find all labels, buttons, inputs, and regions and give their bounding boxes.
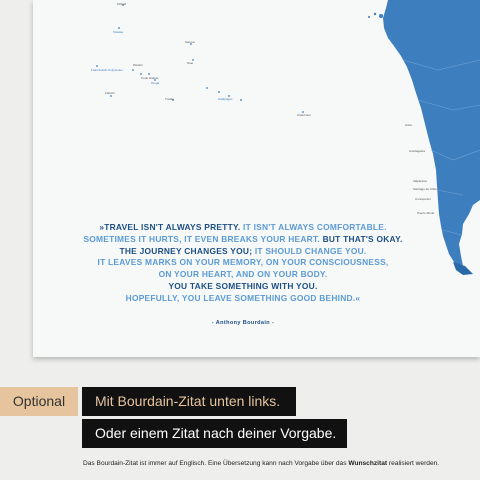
caribbean-island [379, 14, 383, 18]
quote-line-1a: »TRAVEL ISN'T ALWAYS PRETTY. [99, 222, 241, 232]
quote-line [73, 234, 413, 246]
map-poster [33, 0, 480, 357]
quote-line-2b: BUT THAT'S OKAY. [320, 233, 403, 244]
quote-line-5: ON YOUR HEART, AND ON YOUR BODY. [158, 269, 328, 280]
quote-line-4: IT LEAVES MARKS ON YOUR MEMORY, ON YOUR CONSCIOUSNESS, [97, 257, 389, 268]
map-label: Cook Islands [141, 76, 159, 80]
map-label: Tuvalu [165, 97, 174, 101]
quote-author: - Anthony Bourdain - [211, 320, 275, 326]
map-label: Tonga [151, 81, 160, 85]
map-label: Galápagos [218, 97, 233, 101]
map-label: Fidschi [105, 91, 115, 95]
caribbean-island [374, 13, 376, 15]
map-label: Kiribati [117, 2, 127, 6]
map-label: Osterinsel [297, 113, 311, 117]
coast-label: Puerto Montt [417, 211, 435, 215]
coast-label: Santiago de Chile [413, 187, 437, 191]
coast-label: Valparaíso [413, 179, 428, 183]
footnote [83, 460, 479, 467]
quote-line [73, 222, 413, 234]
map-label: Tokelau [113, 30, 124, 34]
coast-label: Arica [405, 123, 412, 127]
quote-line-7: HOPEFULLY, YOU LEAVE SOMETHING GOOD BEHIND.« [125, 292, 361, 303]
quote-line [73, 246, 413, 258]
quote-line-3b: IT SHOULD CHANGE YOU. [252, 245, 367, 256]
quote-line-3a: THE JOURNEY CHANGES YOU; [119, 245, 253, 256]
footnote-bold: Wunschzitat [348, 460, 388, 467]
bourdain-quote [73, 222, 413, 305]
pacific-islands [96, 4, 304, 113]
caribbean-island [368, 16, 370, 18]
coast-label: Antofagasta [409, 149, 426, 153]
map-label: Niue [187, 61, 194, 65]
footnote-text: Das Bourdain-Zitat ist immer auf Englisch. Eine Übersetzung kann nach Vorgabe über das [83, 460, 349, 467]
map-label: Samoa [185, 40, 195, 44]
quote-line-6: YOU TAKE SOMETHING WITH YOU. [168, 280, 318, 291]
map-label: Pitcairn [133, 63, 144, 67]
tierra-del-fuego [453, 262, 473, 275]
footnote-text-end: realisiert werden. [387, 460, 440, 467]
quote-line-2a: SOMETIMES IT HURTS, IT EVEN BREAKS YOUR HEART. [83, 233, 320, 244]
coast-label: Concepción [415, 197, 431, 201]
optional-badge: Optional [0, 387, 78, 416]
option-line-custom-quote: Oder einem Zitat nach deiner Vorgabe. [82, 419, 347, 448]
map-label: Französisch-Polynesien [91, 68, 123, 72]
option-line-bourdain: Mit Bourdain-Zitat unten links. [82, 387, 296, 416]
quote-line-1b: IT ISN'T ALWAYS COMFORTABLE. [240, 222, 387, 232]
